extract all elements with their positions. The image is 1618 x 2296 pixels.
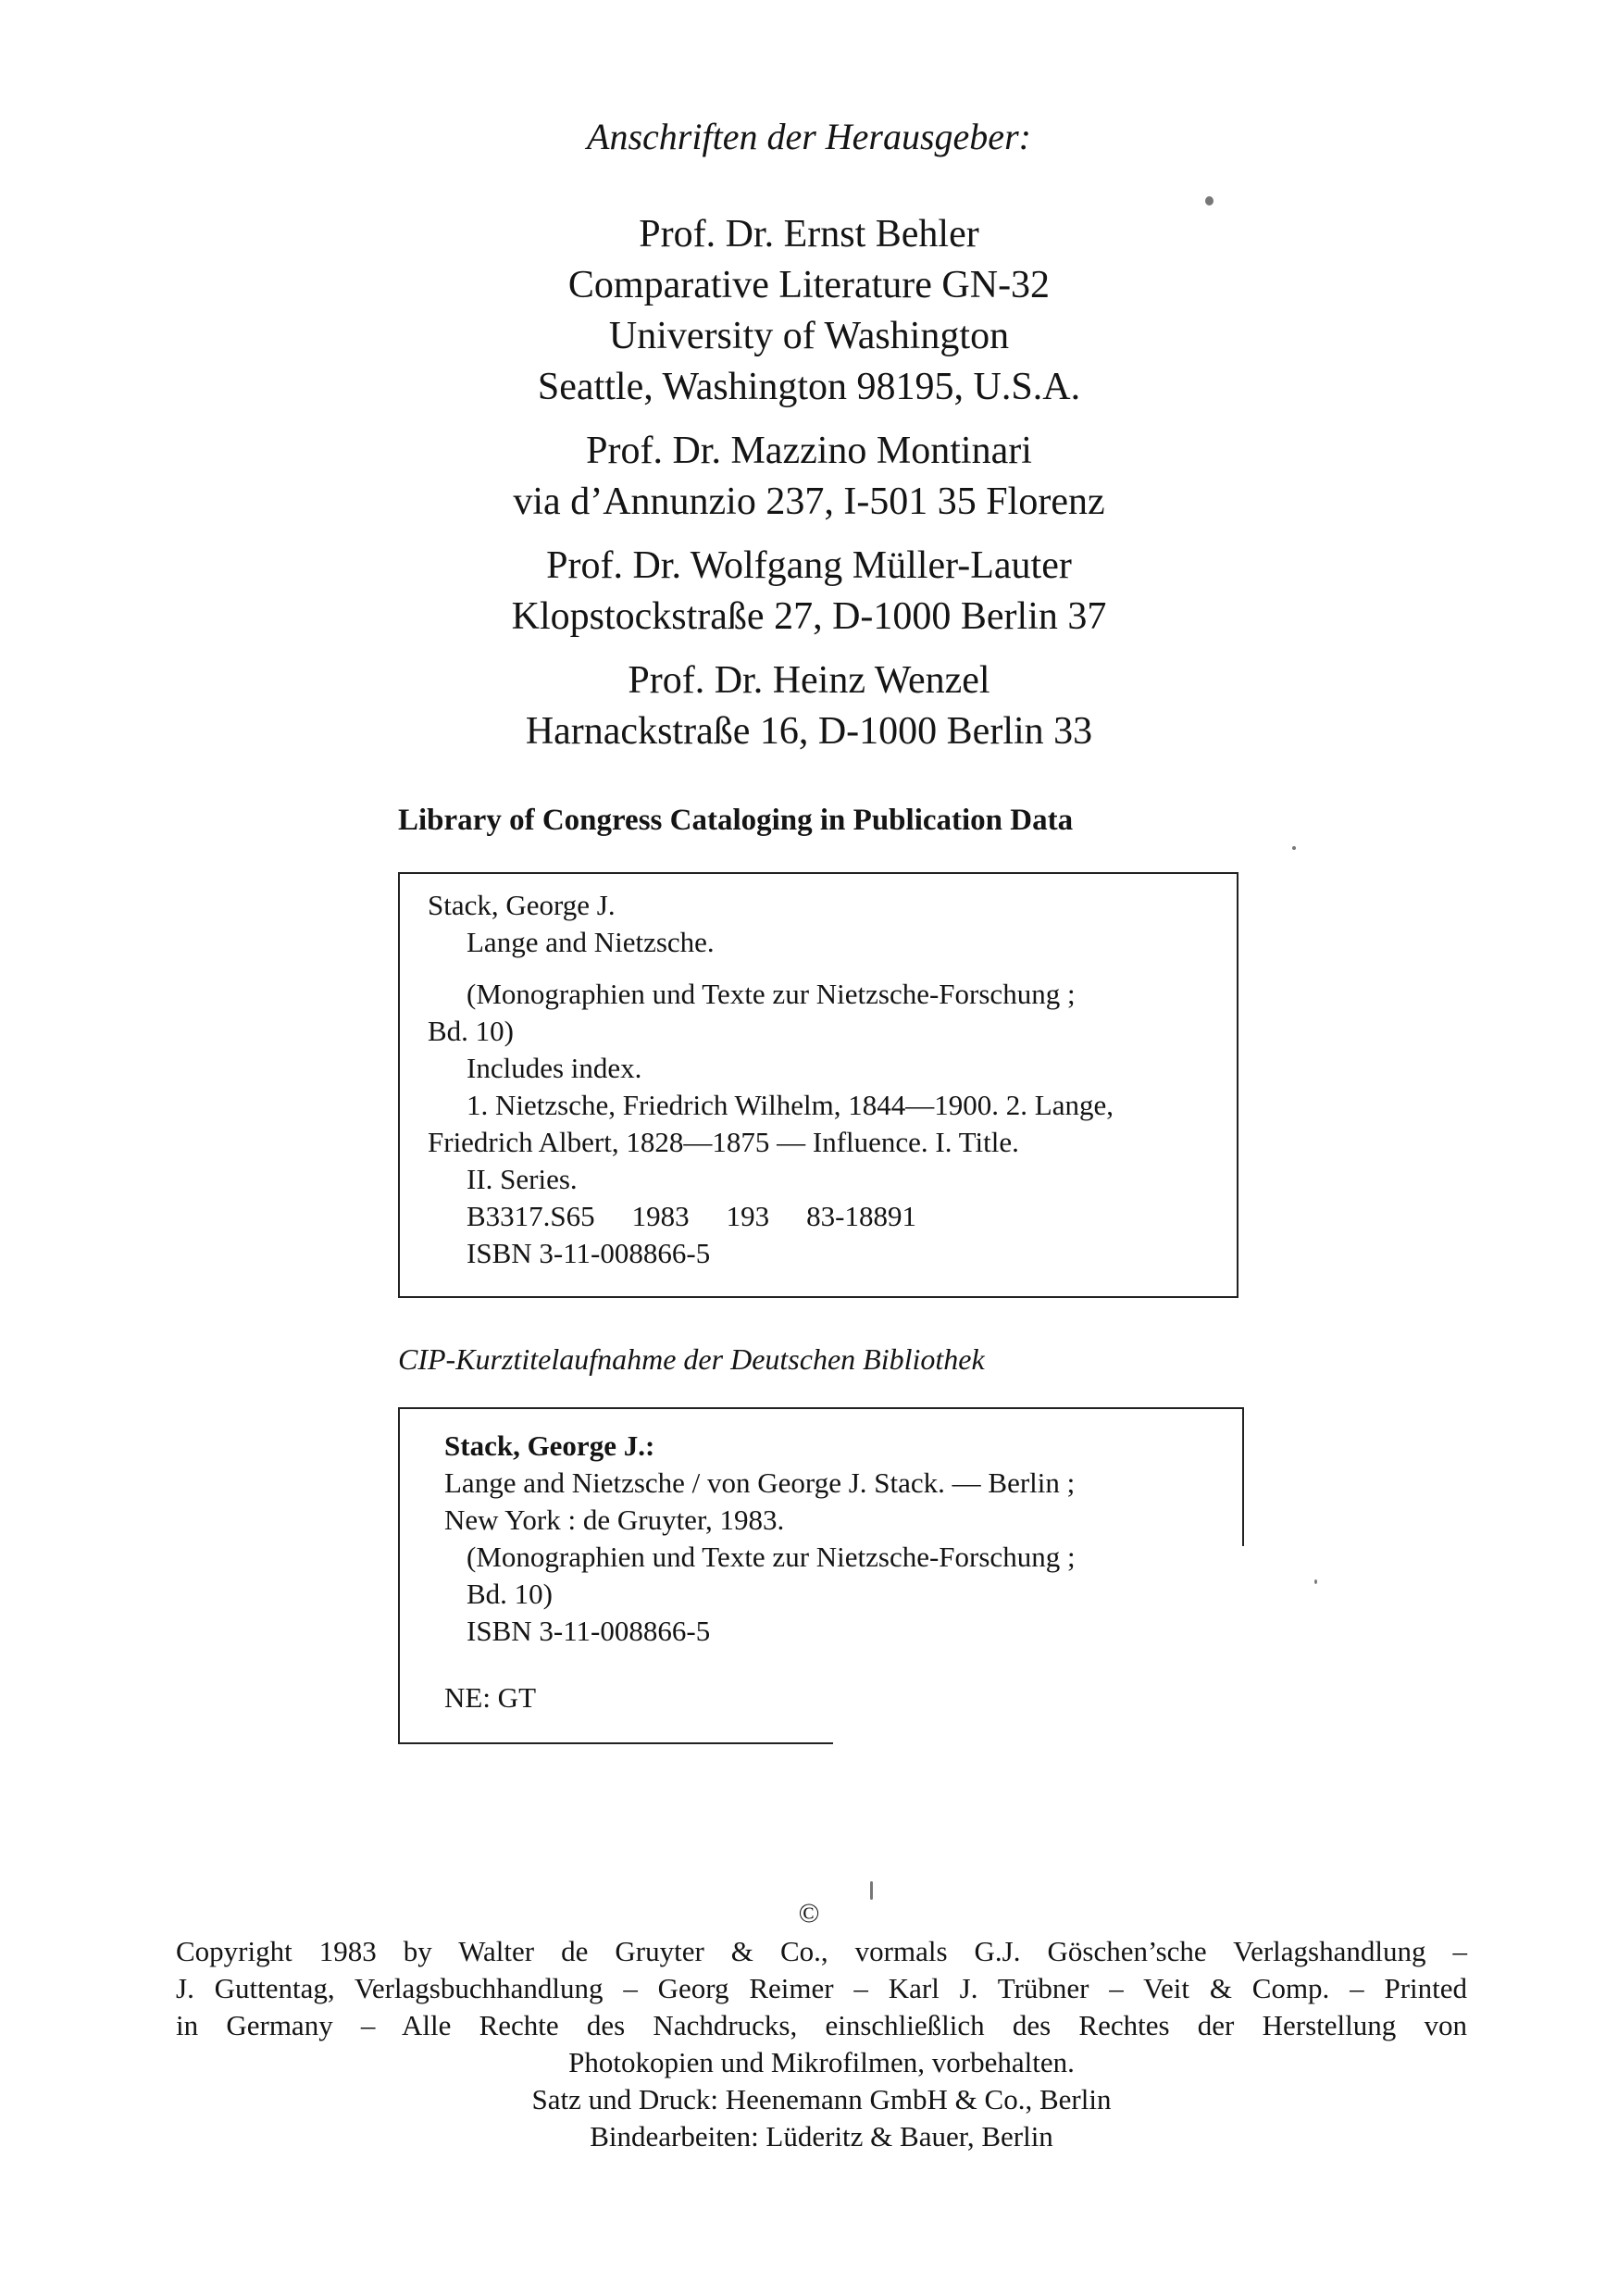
editor-name: Prof. Dr. Wolfgang Müller-Lauter — [546, 544, 1072, 587]
loc-subjects-line: 1. Nietzsche, Friedrich Wilhelm, 1844—1900. 2. Lange, — [467, 1089, 1114, 1121]
cip-title-line: Lange and Nietzsche / von George J. Stack. — Berlin ; — [444, 1466, 1076, 1499]
editor-entry — [0, 426, 1618, 528]
editor-address-line: Seattle, Washington 98195, U.S.A. — [537, 366, 1081, 408]
editor-name: Prof. Dr. Mazzino Montinari — [586, 430, 1032, 472]
cip-border-bottom — [398, 1742, 833, 1744]
loc-catalog-card — [398, 872, 1238, 1298]
cip-ne: NE: GT — [444, 1681, 537, 1714]
scan-speck — [1205, 196, 1214, 206]
scan-speck — [1292, 846, 1296, 850]
loc-series-line: Bd. 10) — [428, 1015, 514, 1047]
scan-speck — [1314, 1579, 1317, 1584]
cip-imprint-line: New York : de Gruyter, 1983. — [444, 1504, 785, 1536]
cip-heading: CIP-Kurztitelaufnahme der Deutschen Bibliothek — [398, 1342, 985, 1376]
copyright-line: in Germany – Alle Rechte des Nachdrucks, einschließlich des Rechtes der Herstellung von — [176, 2009, 1467, 2041]
binder-credit: Bindearbeiten: Lüderitz & Bauer, Berlin — [590, 2120, 1053, 2152]
editor-address-line: University of Washington — [608, 315, 1010, 357]
copyright-line: J. Guttentag, Verlagsbuchhandlung – Georg Reimer – Karl J. Trübner – Veit & Comp. – Printed — [176, 1972, 1467, 2004]
loc-dewey: 193 — [726, 1200, 770, 1232]
loc-call-number: B3317.S65 — [467, 1200, 595, 1232]
cip-border-top — [398, 1407, 1244, 1409]
loc-cip-heading: Library of Congress Cataloging in Publication Data — [398, 804, 1074, 837]
cip-text — [444, 1428, 1076, 1716]
loc-subjects-line: II. Series. — [467, 1163, 578, 1195]
editor-address-line: via d’Annunzio 237, I-501 35 Florenz — [513, 480, 1105, 523]
loc-subjects-line: Friedrich Albert, 1828—1875 — Influence. I. Title. — [428, 1126, 1019, 1158]
loc-classification-row — [428, 1198, 1227, 1235]
cip-isbn: ISBN 3-11-008866-5 — [467, 1615, 711, 1647]
copyright-line: Photokopien und Mikrofilmen, vorbehalten. — [568, 2046, 1075, 2078]
editor-address-line: Comparative Literature GN-32 — [567, 264, 1051, 306]
cip-catalog-card — [398, 1407, 1244, 1750]
loc-author: Stack, George J. — [428, 889, 616, 921]
editor-name: Prof. Dr. Heinz Wenzel — [628, 659, 990, 702]
cip-border-left — [398, 1407, 400, 1742]
editor-address-list — [0, 209, 1618, 770]
editor-name: Prof. Dr. Ernst Behler — [639, 213, 979, 256]
loc-lccn: 83-18891 — [806, 1200, 916, 1232]
cip-author: Stack, George J.: — [444, 1429, 655, 1462]
editor-entry — [0, 541, 1618, 643]
cip-series-line: (Monographien und Texte zur Nietzsche-Forschung ; — [467, 1541, 1076, 1573]
loc-includes-index: Includes index. — [467, 1052, 642, 1084]
loc-series-line: (Monographien und Texte zur Nietzsche-Forschung ; — [467, 978, 1076, 1010]
copyright-line: Copyright 1983 by Walter de Gruyter & Co., vormals G.J. Göschen’sche Verlagshandlung – — [176, 1935, 1467, 1967]
editor-entry — [0, 655, 1618, 757]
addresses-heading: Anschriften der Herausgeber: — [587, 116, 1031, 157]
loc-isbn: ISBN 3-11-008866-5 — [467, 1237, 711, 1269]
loc-year: 1983 — [631, 1200, 690, 1232]
scan-speck — [870, 1881, 873, 1900]
editor-address-line: Klopstockstraße 27, D-1000 Berlin 37 — [511, 595, 1107, 638]
cip-series-line: Bd. 10) — [467, 1578, 553, 1610]
cip-border-right — [1242, 1407, 1244, 1546]
editor-address-line: Harnackstraße 16, D-1000 Berlin 33 — [525, 710, 1093, 753]
printer-credit: Satz und Druck: Heenemann GmbH & Co., Berlin — [531, 2083, 1112, 2115]
copyright-symbol: © — [798, 1898, 820, 1928]
loc-book-title: Lange and Nietzsche. — [467, 926, 715, 958]
editor-entry — [0, 209, 1618, 413]
copyright-notice — [176, 1933, 1467, 2155]
